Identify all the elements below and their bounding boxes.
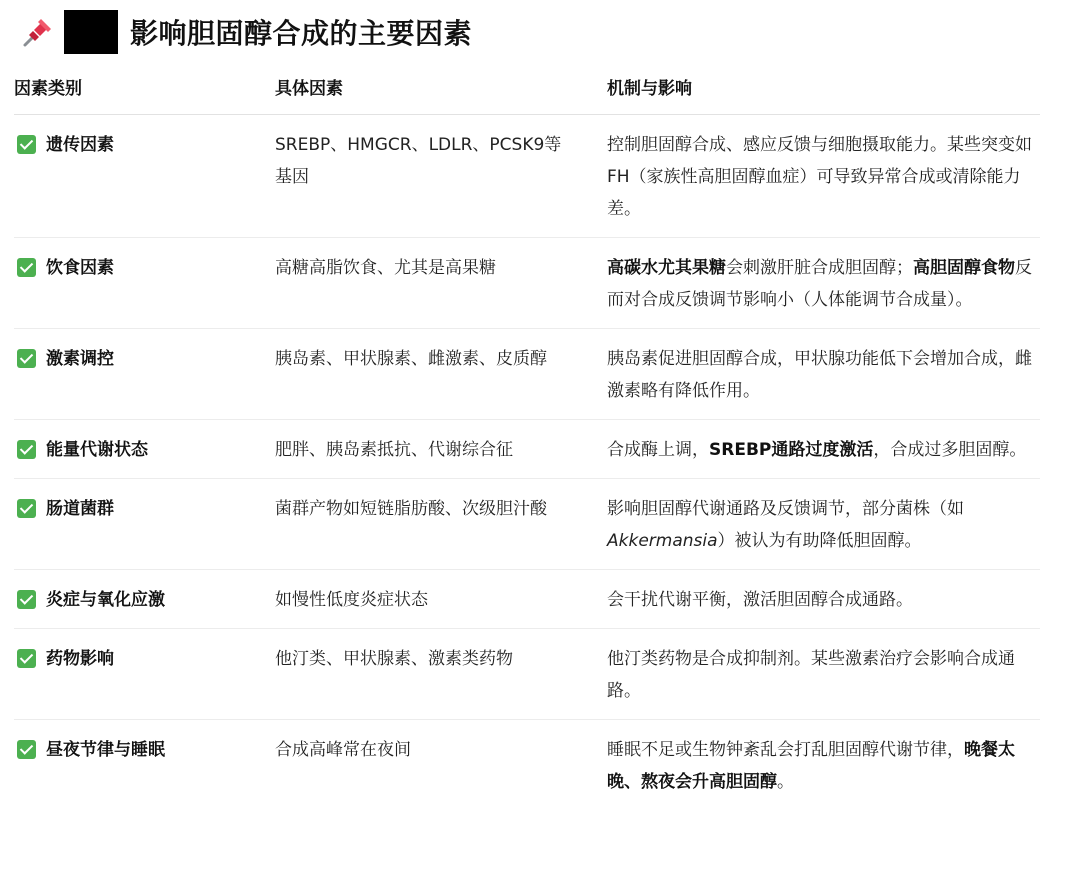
category-label: 能量代谢状态	[46, 440, 148, 460]
mechanism-text: 会干扰代谢平衡，激活胆固醇合成通路。	[607, 590, 913, 610]
table-body	[14, 115, 1040, 811]
mechanism-cell	[607, 629, 1040, 720]
mechanism-text: 会刺激肝脏合成胆固醇；	[726, 258, 913, 278]
specific-factors-cell: SREBP、HMGCR、LDLR、PCSK9等基因	[275, 115, 607, 238]
category	[14, 252, 275, 284]
mechanism-text: 反而对合成反馈调节影响小（人体能调节合成量）。	[607, 258, 1032, 310]
category-label: 饮食因素	[46, 258, 114, 278]
mechanism-text: 他汀类药物是合成抑制剂。某些激素治疗会影响合成通路。	[607, 649, 1015, 701]
table-row	[14, 238, 1040, 329]
mechanism-cell	[607, 329, 1040, 420]
mechanism-cell	[607, 420, 1040, 479]
table-row	[14, 420, 1040, 479]
page-title: 影响胆固醇合成的主要因素	[130, 17, 473, 50]
mechanism-text: 。	[777, 772, 794, 792]
mechanism-text: 控制胆固醇合成、感应反馈与细胞摄取能力。某些突变如 FH（家族性高胆固醇血症）可导致异常合成或清除能力差。	[607, 135, 1032, 219]
mechanism-emphasis: 高胆固醇食物	[913, 258, 1015, 278]
table-row	[14, 720, 1040, 811]
mechanism-cell	[607, 238, 1040, 329]
table-row	[14, 629, 1040, 720]
header-mechanism: 机制与影响	[607, 74, 1040, 115]
category-cell	[14, 479, 275, 570]
mechanism-text: 睡眠不足或生物钟紊乱会打乱胆固醇代谢节律，	[607, 740, 964, 760]
table-row	[14, 570, 1040, 629]
mechanism-cell	[607, 720, 1040, 811]
category-label: 遗传因素	[46, 135, 114, 155]
mechanism-cell	[607, 115, 1040, 238]
specific-factors-cell: 肥胖、胰岛素抵抗、代谢综合征	[275, 420, 607, 479]
redacted-block	[64, 10, 118, 54]
check-mark-icon	[17, 590, 36, 609]
specific-factors-cell: 高糖高脂饮食、尤其是高果糖	[275, 238, 607, 329]
category-label: 昼夜节律与睡眠	[46, 740, 165, 760]
category-cell	[14, 629, 275, 720]
specific-factors-cell: 胰岛素、甲状腺素、雌激素、皮质醇	[275, 329, 607, 420]
mechanism-text: ）被认为有助降低胆固醇。	[717, 531, 922, 551]
mechanism-cell	[607, 570, 1040, 629]
pushpin-icon	[20, 14, 56, 50]
category-cell	[14, 570, 275, 629]
mechanism-emphasis: 高碳水尤其果糖	[607, 258, 726, 278]
factors-table	[14, 74, 1040, 810]
category	[14, 643, 275, 675]
category	[14, 734, 275, 766]
mechanism-emphasis: 晚餐太晚、熬夜会升高胆固醇	[607, 740, 1015, 792]
table-row	[14, 329, 1040, 420]
category	[14, 343, 275, 375]
table-header-row	[14, 74, 1040, 115]
check-mark-icon	[17, 258, 36, 277]
category-label: 药物影响	[46, 649, 114, 669]
category	[14, 129, 275, 161]
category	[14, 434, 275, 466]
check-mark-icon	[17, 349, 36, 368]
specific-factors-cell: 合成高峰常在夜间	[275, 740, 411, 760]
check-mark-icon	[17, 135, 36, 154]
mechanism-italic: Akkermansia	[607, 531, 718, 551]
mechanism-cell	[607, 479, 1040, 570]
category-label: 炎症与氧化应激	[46, 590, 165, 610]
category-cell	[14, 420, 275, 479]
mechanism-text: 合成酶上调，	[607, 440, 709, 460]
table-row	[14, 115, 1040, 238]
category-cell	[14, 329, 275, 420]
header-factors: 具体因素	[275, 74, 607, 115]
check-mark-icon	[17, 740, 36, 759]
category	[14, 584, 275, 616]
check-mark-icon	[17, 649, 36, 668]
category	[14, 493, 275, 525]
check-mark-icon	[17, 499, 36, 518]
category-cell	[14, 720, 275, 811]
title-bar	[20, 10, 472, 54]
mechanism-text: ，合成过多胆固醇。	[873, 440, 1027, 460]
mechanism-text: 影响胆固醇代谢通路及反馈调节，部分菌株（如	[607, 499, 964, 519]
header-category: 因素类别	[14, 74, 275, 115]
category-cell	[14, 115, 275, 238]
category-cell	[14, 238, 275, 329]
mechanism-emphasis: SREBP通路过度激活	[709, 440, 874, 460]
specific-factors-cell: 菌群产物如短链脂肪酸、次级胆汁酸	[275, 479, 607, 570]
check-mark-icon	[17, 440, 36, 459]
category-label: 肠道菌群	[46, 499, 114, 519]
table-row	[14, 479, 1040, 570]
category-label: 激素调控	[46, 349, 114, 369]
specific-factors-cell: 如慢性低度炎症状态	[275, 570, 607, 629]
specific-factors-cell: 他汀类、甲状腺素、激素类药物	[275, 629, 607, 720]
mechanism-text: 胰岛素促进胆固醇合成，甲状腺功能低下会增加合成，雌激素略有降低作用。	[607, 349, 1032, 401]
